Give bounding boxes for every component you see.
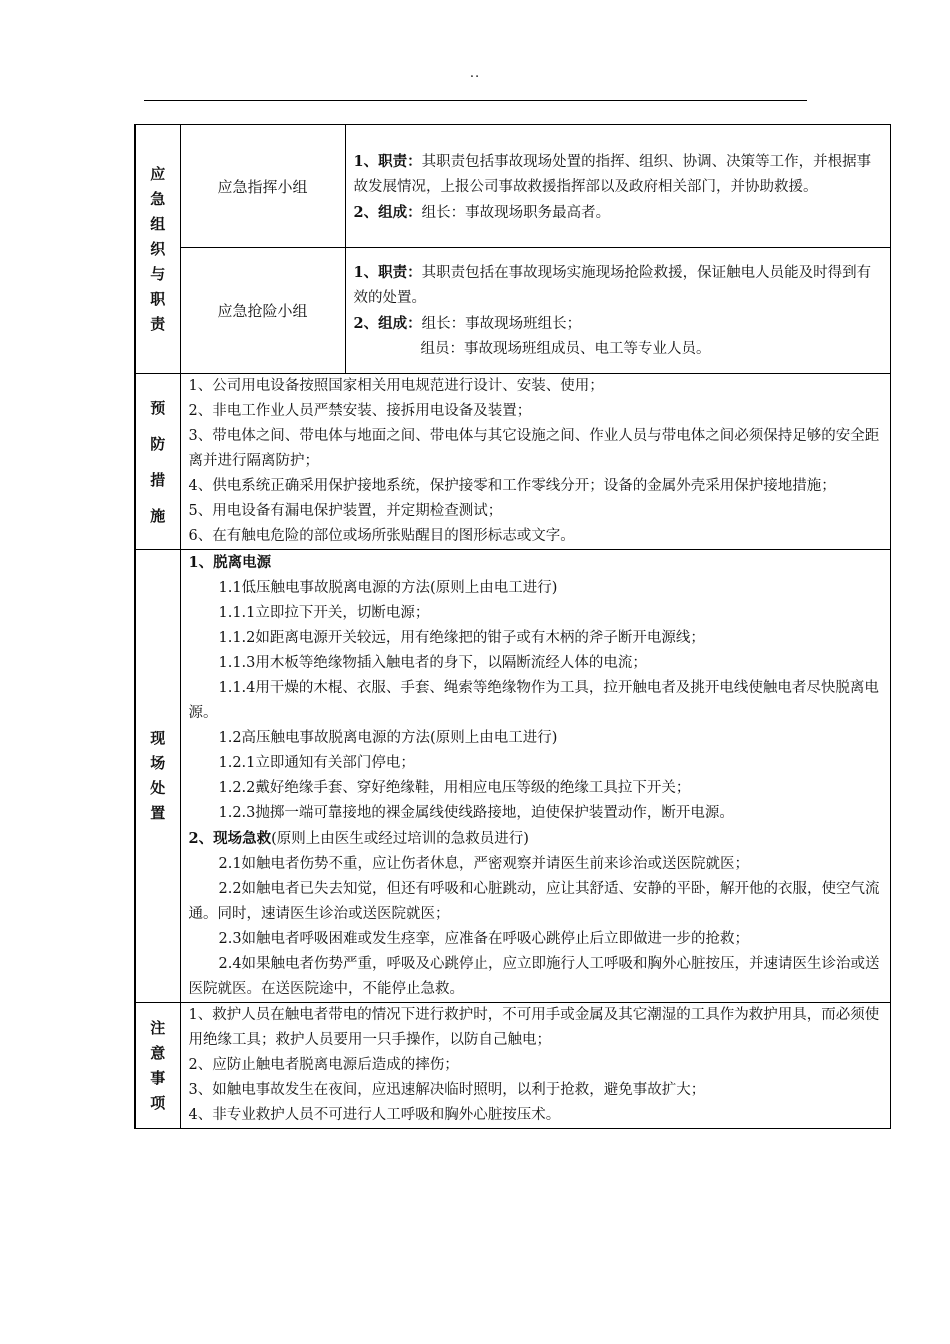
prevention-section-cell [135,374,180,550]
prevention-row [135,374,890,550]
prevention-item: 1、公司用电设备按照国家相关用电规范进行设计、安装、使用； [188,378,604,394]
onsite-section-cell [135,550,180,1003]
power-off-item: 1.1.1立即拉下开关，切断电源； [218,605,430,621]
first-aid-item: 2.2如触电者已失去知觉，但还有呼吸和心脏跳动，应让其舒适、安静的平卧，解开他的衣服，使空气流通。同时，速请医生诊治或送医院就医； [188,881,880,922]
rescue-composition-heading: 2、组成： [353,314,422,332]
power-off-item: 1.2高压触电事故脱离电源的方法(原则上由电工进行) [218,730,558,746]
command-group-detail-cell [345,125,890,248]
rescue-duty-heading: 1、职责： [353,263,422,281]
emergency-section-label: 应急组织与职责 [150,164,166,333]
command-composition-text: 组长：事故现场职务最高者。 [421,205,611,221]
rescue-duty [354,260,886,311]
power-off-item: 1.2.1立即通知有关部门停电； [218,755,415,771]
note-item: 4、非专业救护人员不可进行人工呼吸和胸外心脏按压术。 [188,1107,561,1123]
prevention-item: 3、带电体之间、带电体与地面之间、带电体与其它设施之间、作业人员与带电体之间必须保持足够的安全距离并进行隔离防护； [188,428,880,469]
prevention-item: 4、供电系统正确采用保护接地系统，保护接零和工作零线分开；设备的金属外壳采用保护接地措施； [188,478,836,494]
notes-row [135,1003,890,1129]
power-off-item: 1.1.2如距离电源开关较远，用有绝缘把的钳子或有木柄的斧子断开电源线； [218,630,705,646]
note-item: 2、应防止触电者脱离电源后造成的摔伤； [188,1057,459,1073]
command-group-row [135,125,890,248]
header-dots: .. [469,66,481,81]
rescue-members: 组员：事故现场班组成员、电工等专业人员。 [420,340,711,357]
first-aid-item: 2.4如果触电者伤势严重，呼吸及心跳停止，应立即施行人工呼吸和胸外心脏按压，并速请医生诊治或送医院就医。在送医院途中，不能停止急救。 [188,956,880,997]
header-rule [144,100,807,101]
command-composition-heading: 2、组成： [353,204,422,221]
prevention-item: 2、非电工作业人员严禁安装、接拆用电设备及装置； [188,403,532,419]
prevention-item: 5、用电设备有漏电保护装置，并定期检查测试； [188,503,503,519]
rescue-group-name-cell [180,248,345,374]
notes-section-cell [135,1003,180,1129]
emergency-plan-table [134,124,891,1129]
command-group-name: 应急指挥小组 [217,177,308,196]
first-aid-item: 2.3如触电者呼吸困难或发生痉挛，应准备在呼吸心跳停止后立即做进一步的抢救； [218,931,750,947]
rescue-composition-text: 组长：事故现场班组长； [421,315,582,332]
command-duty-text: 其职责包括事故现场处置的指挥、组织、协调、决策等工作，并根据事故发展情况，上报公司事故救援指挥部以及政府相关部门，并协助救援。 [353,154,872,195]
first-aid-item: 2.1如触电者伤势不重，应让伤者休息，严密观察并请医生前来诊治或送医院就医； [218,856,750,872]
first-aid-note: (原则上由医生或经过培训的急救员进行) [271,831,529,847]
onsite-row [135,550,890,1003]
prevention-item: 6、在有触电危险的部位或场所张贴醒目的图形标志或文字。 [188,528,575,544]
notes-section-label: 注意事项 [150,1018,166,1112]
emergency-section-cell [135,125,180,374]
power-off-item: 1.1低压触电事故脱离电源的方法(原则上由电工进行) [218,580,558,596]
power-off-heading: 1、脱离电源 [188,554,272,571]
onsite-content-cell [180,550,890,1003]
rescue-group-name: 应急抢险小组 [217,302,308,320]
command-duty-heading: 1、职责： [353,153,422,170]
note-item: 3、如触电事故发生在夜间，应迅速解决临时照明，以利于抢救，避免事故扩大； [188,1082,706,1098]
power-off-item: 1.1.4用干燥的木棍、衣服、手套、绳索等绝缘物作为工具，拉开触电者及挑开电线使触电者尽快脱离电源。 [188,680,879,721]
command-composition [354,200,886,226]
command-duty [354,149,886,200]
rescue-composition [354,311,886,337]
note-item: 1、救护人员在触电者带电的情况下进行救护时，不可用手或金属及其它潮湿的工具作为救护用具，而必须使用绝缘工具；救护人员要用一只手操作，以防自己触电； [188,1007,880,1048]
notes-content-cell [180,1003,890,1129]
prevention-section-label: 预防措施 [150,398,166,525]
onsite-section-label: 现场处置 [150,729,166,822]
power-off-item: 1.1.3用木板等绝缘物插入触电者的身下，以隔断流经人体的电流； [218,655,647,671]
prevention-content-cell [180,374,890,550]
first-aid-heading: 2、现场急救(原则上由医生或经过培训的急救员进行) [188,830,529,847]
rescue-duty-text: 其职责包括在事故现场实施现场抢险救援，保证触电人员能及时得到有效的处置。 [353,264,872,306]
command-group-name-cell [180,125,345,248]
rescue-group-row [135,248,890,374]
rescue-group-detail-cell [345,248,890,374]
power-off-item: 1.2.3抛掷一端可靠接地的裸金属线使线路接地，迫使保护装置动作，断开电源。 [218,805,734,821]
power-off-item: 1.2.2戴好绝缘手套、穿好绝缘鞋，用相应电压等级的绝缘工具拉下开关； [218,780,691,796]
